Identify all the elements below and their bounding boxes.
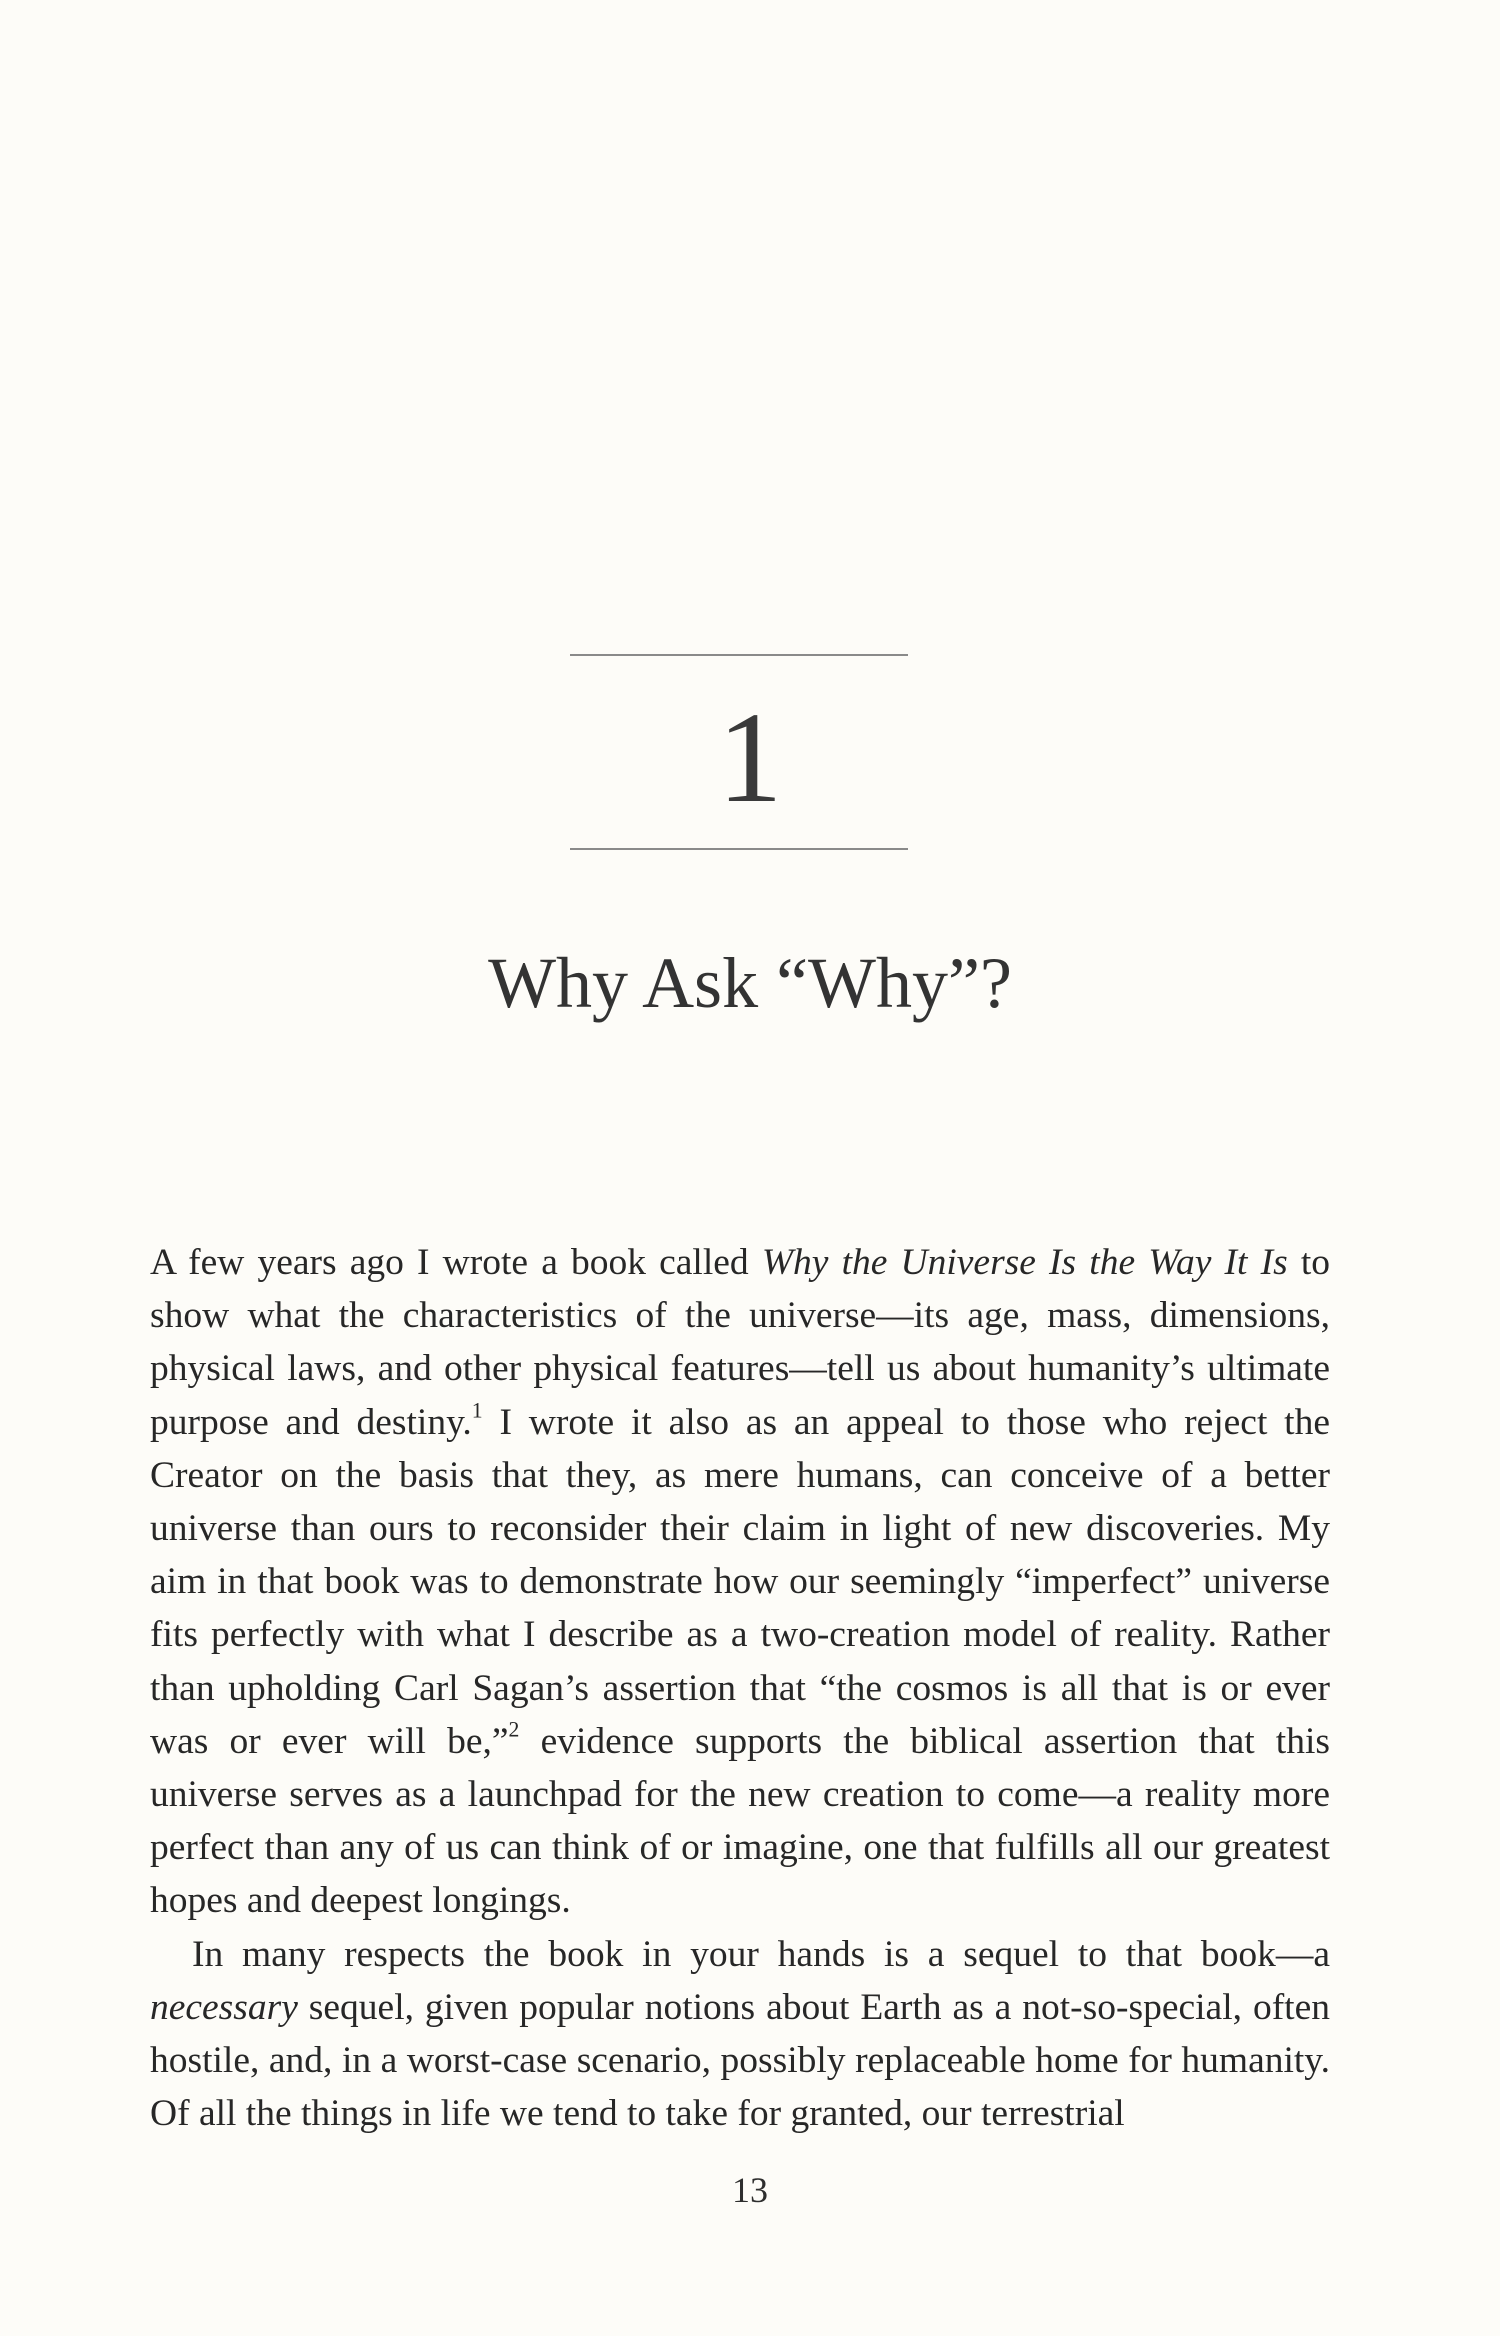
chapter-rule-top	[570, 654, 908, 656]
paragraph-text: In many respects the book in your hands is a sequel to that book—a	[192, 1933, 1330, 1975]
body-text	[150, 1236, 1330, 2140]
paragraph-text: A few years ago I wrote a book called	[150, 1242, 762, 1283]
page-number: 13	[732, 2170, 768, 2210]
footnote-marker-1: 1	[471, 1398, 483, 1423]
paragraph-text: I wrote it also as an appeal to those who reject the Creator on the basis that they, as mere humans, can conceive of a better universe than ours to reconsider their claim in light of new discoveries. My aim in that book was to demonstrate how our seemingly “imperfect” universe fits perfectly with what I describe as a two-creation model of reality. Rather than upholding Carl Sagan’s assertion that “the cosmos is all that is or ever was or ever will be,”	[150, 1401, 1330, 1762]
paragraph-text: sequel, given popular notions about Earth as a not-so-special, often hostile, and, in a worst-case scenario, possibly replaceable home for humanity. Of all the things in life we tend to take for granted, our terrestrial	[150, 1986, 1330, 2135]
paragraph-text: evidence supports the biblical assertion that this universe serves as a launchpad for the new creation to come—a reality more perfect than any of us can think of or imagine, one that fulfills all our greatest hopes and deepest longings.	[150, 1720, 1330, 1922]
chapter-title: Why Ask “Why”?	[488, 943, 1012, 1023]
emphasis-word: necessary	[150, 1986, 298, 2028]
chapter-number: 1	[717, 686, 783, 830]
book-title: Why the Universe Is the Way It Is	[761, 1242, 1288, 1283]
paragraph-1	[150, 1236, 1330, 1928]
footnote-marker-2: 2	[508, 1717, 520, 1742]
chapter-rule-bottom	[570, 848, 908, 850]
paragraph-2	[150, 1928, 1330, 2141]
paragraph-text: to show what the characteristics of the universe—its age, mass, dimensions, physical laws, and other physical features—tell us about humanity’s ultimate purpose and destiny.	[150, 1242, 1331, 1443]
